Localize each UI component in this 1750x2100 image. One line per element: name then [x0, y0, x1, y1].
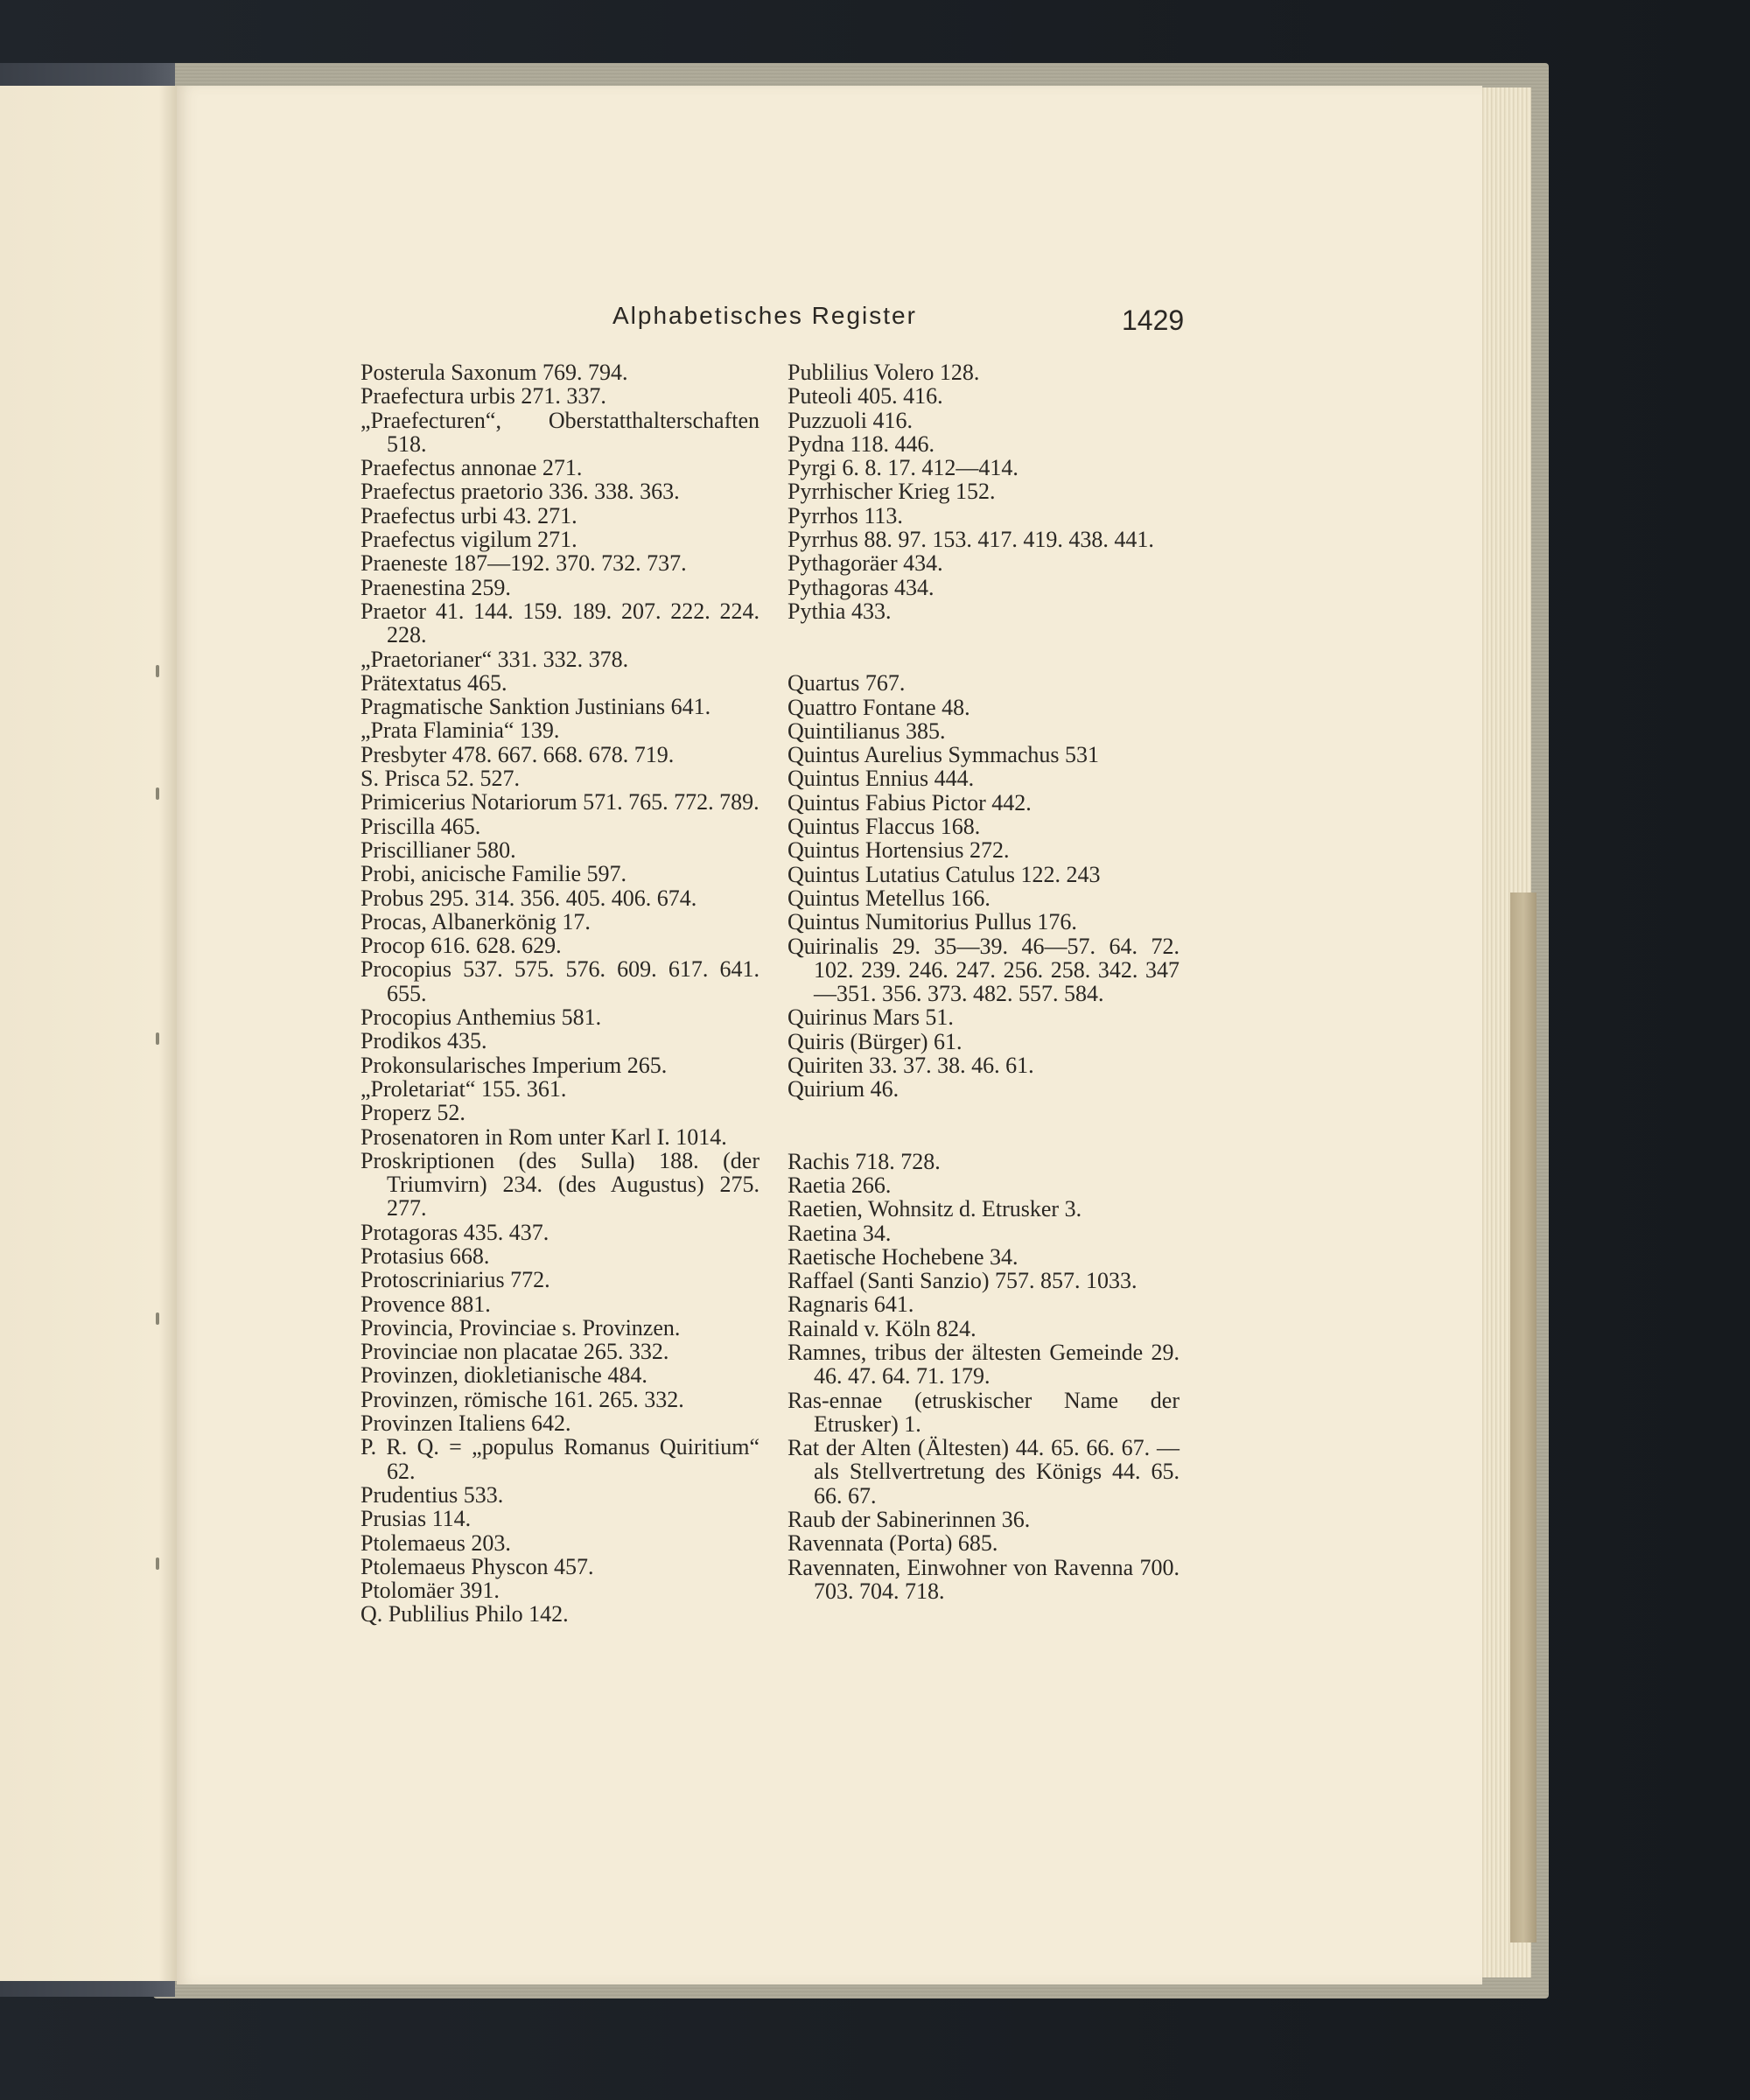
index-entry: Praefectura urbis 271. 337. [360, 383, 606, 410]
index-entry: Praefectus urbi 43. 271. [360, 502, 578, 528]
index-entry: Rainald v. Köln 824. [788, 1315, 976, 1341]
index-entry: Pyrrhischer Krieg 152. [788, 479, 996, 505]
index-column-right [788, 360, 1180, 1603]
index-section-p [788, 360, 1180, 623]
index-entry: Raub der Sabinerinnen 36. [788, 1507, 1031, 1533]
index-entry: Provinzen, diokletianische 484. [360, 1362, 648, 1389]
binding-stitch [156, 1312, 159, 1325]
index-entry: Prodikos 435. [360, 1028, 487, 1054]
index-entry: Pyrrhos 113. [788, 502, 903, 528]
index-entry: Presbyter 478. 667. 668. 678. 719. [360, 741, 675, 767]
index-entry: Quintus Hortensius 272. [788, 837, 1010, 864]
index-entry: Ras-ennae (etruskischer Name der Etrusker) 1. [788, 1387, 1180, 1437]
section-gap [788, 623, 1180, 671]
index-entry: Prosenatoren in Rom unter Karl I. 1014. [360, 1124, 727, 1150]
index-entry: Quartus 767. [788, 670, 906, 696]
index-entry: Praefectus vigilum 271. [360, 527, 578, 553]
index-entry: Raetina 34. [788, 1220, 892, 1246]
index-entry: Provence 881. [360, 1291, 491, 1317]
index-entry: Raffael (Santi Sanzio) 757. 857. 1033. [788, 1268, 1138, 1294]
index-entry: Ptolemaeus 203. [360, 1530, 511, 1556]
index-entry: Quirinalis 29. 35—39. 46—57. 64. 72. 102. 239. 246. 247. 256. 258. 342. 347—351. 356. 373. 482. 557. 584. [788, 933, 1180, 1007]
section-gap [788, 1102, 1180, 1150]
left-page [0, 86, 177, 1981]
index-entry: Provincia, Provinciae s. Provinzen. [360, 1314, 681, 1340]
index-entry: Quiriten 33. 37. 38. 46. 61. [788, 1053, 1034, 1079]
index-entry: Prudentius 533. [360, 1481, 504, 1508]
index-entry: Ragnaris 641. [788, 1292, 914, 1318]
index-entry: Rat der Alten (Ältesten) 44. 65. 66. 67. — als Stellvertretung des Königs 44. 65. 66. 67. [788, 1435, 1180, 1508]
index-entry: Quintus Fabius Pictor 442. [788, 789, 1032, 816]
index-entry: Prokonsularisches Imperium 265. [360, 1052, 668, 1078]
index-entry: Pythagoräer 434. [788, 550, 943, 577]
index-entry: Procopius 537. 575. 576. 609. 617. 641. 655. [360, 956, 760, 1006]
binding-stitch [156, 788, 159, 800]
index-entry: Pythagoras 434. [788, 574, 934, 600]
index-entry: Rachis 718. 728. [788, 1148, 941, 1174]
index-entry: Prusias 114. [360, 1506, 472, 1532]
index-entry: Pyrgi 6. 8. 17. 412—414. [788, 455, 1018, 481]
page-header-title: Alphabetisches Register [612, 302, 917, 329]
index-entry: Quiris (Bürger) 61. [788, 1028, 962, 1054]
index-entry: Proskriptionen (des Sulla) 188. (der Triumvirn) 234. (des Augustus) 275. 277. [360, 1147, 760, 1222]
index-entry: Provinzen Italiens 642. [360, 1410, 571, 1437]
index-entry: Probi, anicische Familie 597. [360, 861, 627, 887]
index-entry: Procopius Anthemius 581. [360, 1004, 602, 1031]
index-entry: Pydna 118. 446. [788, 430, 935, 457]
index-entry: Puzzuoli 416. [788, 407, 913, 433]
index-entry: Q. Publilius Philo 142. [360, 1601, 569, 1628]
index-entry: Praenestina 259. [360, 574, 511, 600]
index-entry: Provinzen, römische 161. 265. 332. [360, 1386, 684, 1412]
page-number: 1429 [1122, 304, 1185, 336]
index-entry: Raetische Hochebene 34. [788, 1243, 1018, 1270]
index-entry: Prätextatus 465. [360, 669, 508, 696]
index-entry: Quintus Numitorius Pullus 176. [788, 909, 1077, 935]
index-entry: Properz 52. [360, 1100, 466, 1126]
index-entry: Protagoras 435. 437. [360, 1219, 550, 1245]
index-entry: Quirinus Mars 51. [788, 1004, 954, 1031]
index-entry: Procas, Albanerkönig 17. [360, 908, 591, 934]
index-entry: Protasius 668. [360, 1242, 490, 1269]
index-entry: Quintus Ennius 444. [788, 766, 975, 792]
index-entry: Puteoli 405. 416. [788, 383, 943, 410]
index-entry: Quintus Flaccus 168. [788, 814, 981, 840]
index-entry: Ravennata (Porta) 685. [788, 1530, 998, 1557]
index-entry: „Praetorianer“ 331. 332. 378. [360, 646, 629, 672]
index-entry: Raetien, Wohnsitz d. Etrusker 3. [788, 1196, 1082, 1222]
index-entry: „Proletariat“ 155. 361. [360, 1075, 567, 1102]
index-entry: Ravennaten, Einwohner von Ravenna 700. 703. 704. 718. [788, 1554, 1180, 1604]
index-section-r [788, 1150, 1180, 1604]
index-entry: Ptolemaeus Physcon 457. [360, 1553, 594, 1579]
index-entry: Ptolomäer 391. [360, 1578, 500, 1604]
index-entry: Protoscriniarius 772. [360, 1267, 550, 1293]
binding-stitch [156, 1558, 159, 1570]
index-entry: Praetor 41. 144. 159. 189. 207. 222. 224. 228. [360, 598, 760, 648]
binding-stitch [156, 1032, 159, 1045]
index-entry: P. R. Q. = „populus Romanus Quiritium“ 62. [360, 1434, 760, 1484]
index-entry: Quintilianus 385. [788, 718, 946, 744]
index-entry: „Prata Flaminia“ 139. [360, 718, 560, 744]
page-edges-lower [1510, 892, 1536, 1942]
index-entry: Publilius Volero 128. [788, 360, 980, 385]
binding-stitch [156, 665, 159, 677]
index-entry: Raetia 266. [788, 1172, 892, 1198]
index-entry: Quattro Fontane 48. [788, 694, 970, 720]
index-section-q [788, 671, 1180, 1101]
index-entry: Pyrrhus 88. 97. 153. 417. 419. 438. 441. [788, 527, 1154, 553]
index-entry: Praefectus praetorio 336. 338. 363. [360, 479, 680, 505]
index-entry: Probus 295. 314. 356. 405. 406. 674. [360, 885, 697, 911]
index-entry: Pythia 433. [788, 598, 892, 624]
index-entry: Posterula Saxonum 769. 794. [360, 360, 628, 385]
index-entry: S. Prisca 52. 527. [360, 766, 520, 792]
index-column-left [360, 360, 760, 1627]
index-entry: „Praefecturen“, Oberstatthalterschaften 518. [360, 407, 760, 457]
index-entry: Quintus Metellus 166. [788, 885, 990, 911]
index-entry: Priscillianer 580. [360, 836, 516, 863]
index-entry: Pragmatische Sanktion Justinians 641. [360, 694, 711, 720]
index-entry: Priscilla 465. [360, 813, 481, 839]
index-entry: Provinciae non placatae 265. 332. [360, 1339, 669, 1365]
index-entry: Quirium 46. [788, 1076, 900, 1102]
index-entry: Ramnes, tribus der ältesten Gemeinde 29. 46. 47. 64. 71. 179. [788, 1339, 1180, 1390]
index-entry: Quintus Lutatius Catulus 122. 243 [788, 861, 1101, 887]
index-entry: Praeneste 187—192. 370. 732. 737. [360, 550, 687, 577]
index-entry: Procop 616. 628. 629. [360, 933, 562, 959]
index-entry: Praefectus annonae 271. [360, 455, 583, 481]
index-entry: Quintus Aurelius Symmachus 531 [788, 742, 1100, 768]
index-entry: Primicerius Notariorum 571. 765. 772. 789. [360, 789, 760, 816]
